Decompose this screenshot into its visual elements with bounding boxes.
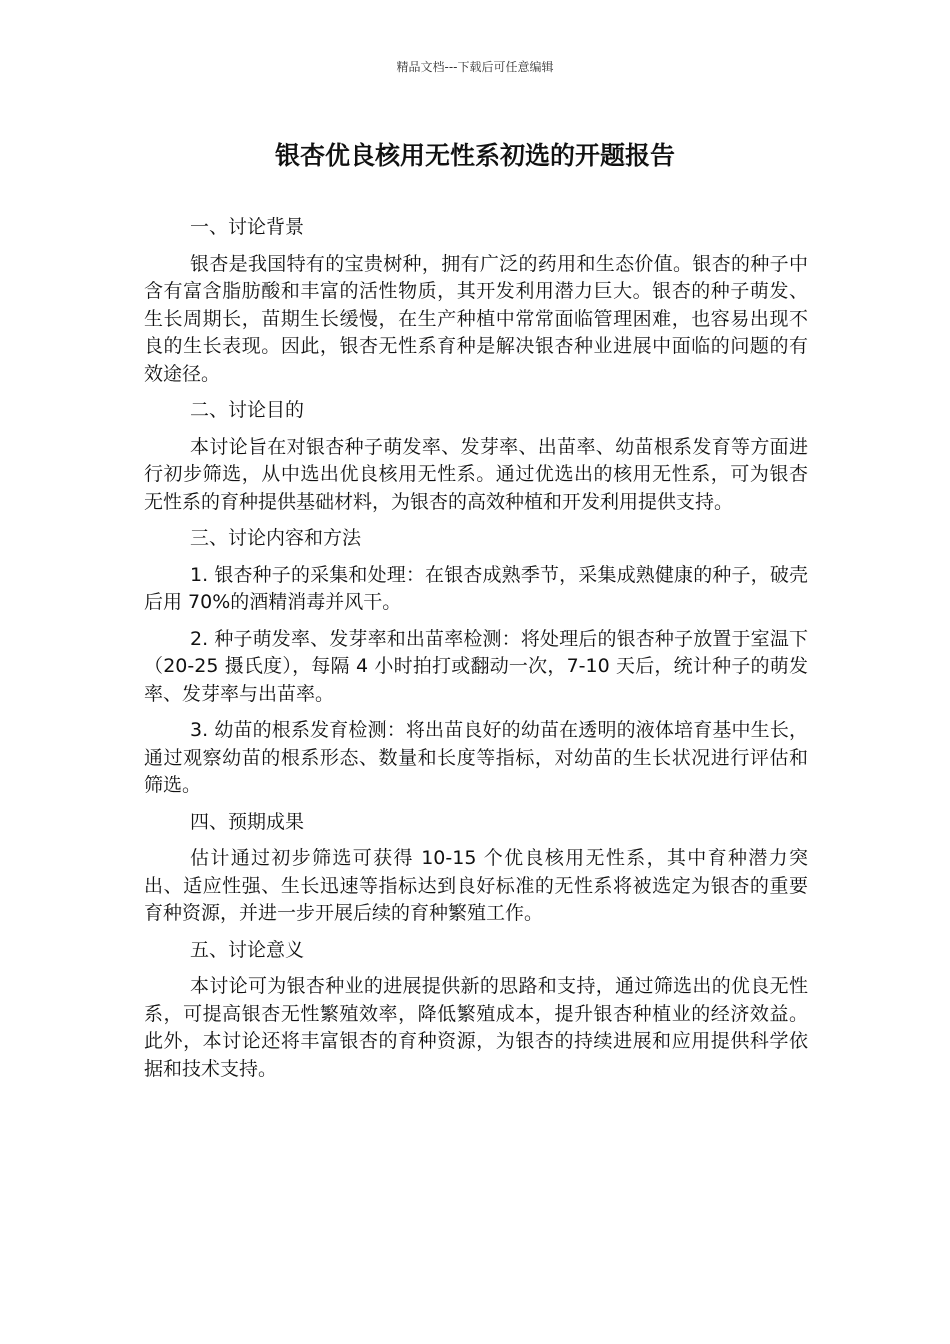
section-paragraph: 2. 种子萌发率、发芽率和出苗率检测：将处理后的银杏种子放置于室温下（20-25 摄氏度），每隔 4 小时拍打或翻动一次，7-10 天后，统计种子的萌发率、发芽率与出苗率。 <box>144 627 808 705</box>
document-title: 银杏优良核用无性系初选的开题报告 <box>274 141 675 170</box>
section-heading: 一、讨论背景 <box>190 216 305 238</box>
section-heading: 五、讨论意义 <box>190 938 305 961</box>
section-paragraph: 1. 银杏种子的采集和处理：在银杏成熟季节，采集成熟健康的种子，破壳后用 70%的酒精消毒并风干。 <box>144 563 808 613</box>
page-header: 精品文档---下载后可任意编辑 <box>396 60 554 74</box>
section-heading: 三、讨论内容和方法 <box>190 527 362 549</box>
section-paragraph: 本讨论旨在对银杏种子萌发率、发芽率、出苗率、幼苗根系发育等方面进行初步筛选，从中选出优良核用无性系。通过优选出的核用无性系，可为银杏无性系的育种提供基础材料，为银杏的高效种植和开发利用提供支持。 <box>144 435 808 513</box>
section-paragraph: 银杏是我国特有的宝贵树种，拥有广泛的药用和生态价值。银杏的种子中含有富含脂肪酸和丰富的活性物质，其开发利用潜力巨大。银杏的种子萌发、生长周期长，苗期生长缓慢，在生产种植中常常面临管理困难，也容易出现不良的生长表现。因此，银杏无性系育种是解决银杏种业进展中面临的问题的有效途径。 <box>144 252 808 385</box>
document-body <box>144 214 808 1092</box>
section-paragraph: 3. 幼苗的根系发育检测：将出苗良好的幼苗在透明的液体培育基中生长，通过观察幼苗的根系形态、数量和长度等指标，对幼苗的生长状况进行评估和筛选。 <box>144 719 808 796</box>
section-paragraph: 估计通过初步筛选可获得 10-15 个优良核用无性系，其中育种潜力突出、适应性强、生长迅速等指标达到良好标准的无性系将被选定为银杏的重要育种资源，并进一步开展后续的育种繁殖工作。 <box>144 847 808 924</box>
section-heading: 二、讨论目的 <box>190 399 305 421</box>
section-heading: 四、预期成果 <box>190 810 305 833</box>
section-paragraph: 本讨论可为银杏种业的进展提供新的思路和支持，通过筛选出的优良无性系，可提高银杏无性繁殖效率，降低繁殖成本，提升银杏种植业的经济效益。此外，本讨论还将丰富银杏的育种资源，为银杏的持续进展和应用提供科学依据和技术支持。 <box>144 975 808 1080</box>
